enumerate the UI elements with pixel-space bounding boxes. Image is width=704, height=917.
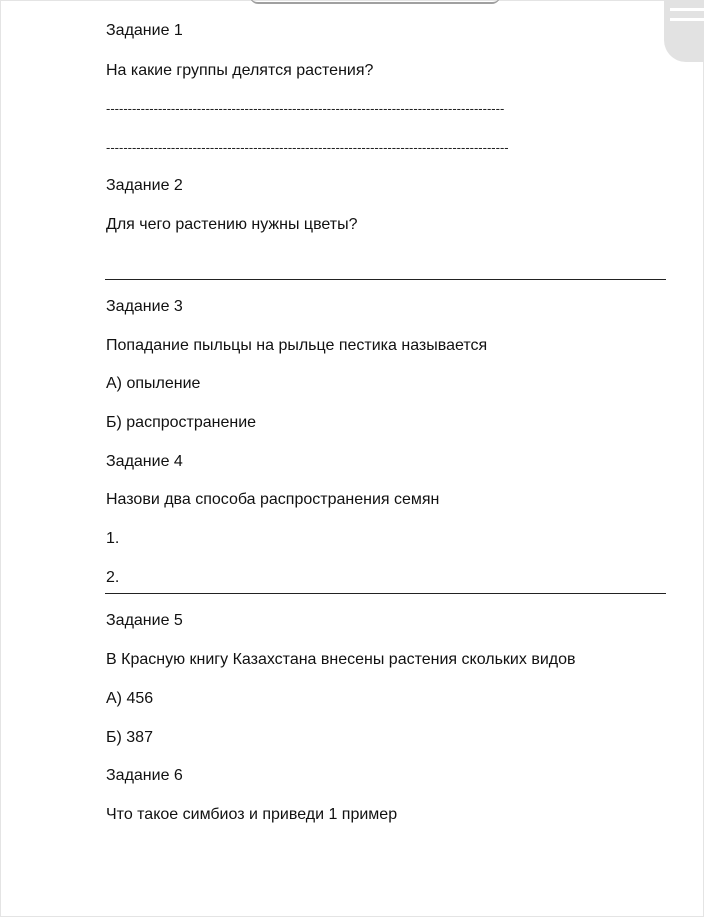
task-1-question: На какие группы делятся растения? (106, 62, 374, 79)
task-5-option-a: А) 456 (106, 690, 154, 707)
cropped-header-edge (250, 0, 500, 4)
task-6-heading: Задание 6 (106, 767, 183, 784)
task-2-question: Для чего растению нужны цветы? (106, 216, 358, 233)
task-5-option-b: Б) 387 (106, 729, 153, 746)
task-6-question: Что такое симбиоз и приведи 1 пример (106, 806, 398, 823)
hamburger-menu-icon[interactable] (664, 0, 704, 62)
task-5-question: В Красную книгу Казахстана внесены растения скольких видов (106, 651, 576, 668)
task-1-answer-line: -------------------------------------------------------------------------------------------- (106, 101, 505, 116)
task-4-heading: Задание 4 (106, 453, 183, 470)
task-2-answer-line (105, 279, 666, 280)
task-1-heading: Задание 1 (106, 22, 183, 39)
task-4-item-1: 1. (106, 530, 120, 547)
task-2-heading: Задание 2 (106, 177, 183, 194)
task-3-heading: Задание 3 (106, 298, 183, 315)
task-3-option-a: А) опыление (106, 375, 201, 392)
task-3-option-b: Б) распространение (106, 414, 257, 431)
task-1-answer-line: --------------------------------------------------------------------------------------------- (106, 140, 509, 155)
task-3-question: Попадание пыльцы на рыльце пестика называется (106, 337, 488, 354)
task-5-heading: Задание 5 (106, 612, 183, 629)
menu-icon-bar (670, 8, 704, 11)
menu-icon-bar (670, 18, 704, 21)
task-4-question: Назови два способа распространения семян (106, 491, 440, 508)
task-4-answer-line (105, 593, 666, 594)
task-4-item-2: 2. (106, 569, 120, 586)
